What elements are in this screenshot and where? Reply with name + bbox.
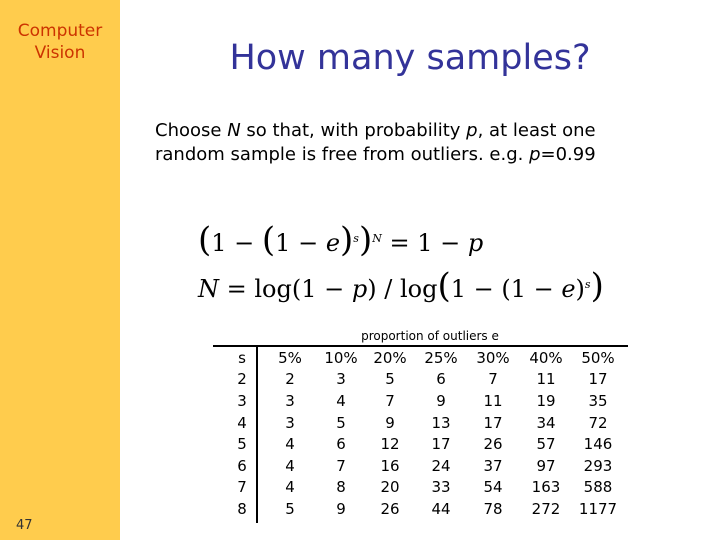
table-cell: 34	[536, 413, 556, 432]
table-cell: 26	[483, 435, 503, 454]
table-cell: 20	[380, 478, 400, 497]
formula-eq2: $N = \log(1 - p) / \log(1 - (1 - e)^s)$	[198, 266, 604, 306]
table-cell: 3	[285, 391, 295, 410]
course-title-line1: Computer	[17, 21, 103, 41]
table-cell: 2	[285, 370, 295, 389]
table-cell: 3	[285, 413, 295, 432]
table-cell: 5	[385, 370, 395, 389]
table-caption: proportion of outliers e	[361, 329, 499, 343]
header-cell: 25%	[424, 348, 458, 367]
body-text	[155, 119, 675, 167]
table-cell: 4	[285, 478, 295, 497]
table-cell: 78	[483, 499, 503, 518]
formula-block	[198, 220, 604, 306]
header-cell: 40%	[529, 348, 563, 367]
table-cell: 24	[431, 456, 451, 475]
table-cell: 35	[588, 391, 608, 410]
table-cell: 6	[336, 435, 346, 454]
samples-table	[222, 347, 624, 520]
table-cell: 7	[385, 391, 395, 410]
table-cell: 146	[583, 435, 613, 454]
table-cell: 33	[431, 478, 451, 497]
table-cell: 17	[588, 370, 608, 389]
table-cell: 17	[431, 435, 451, 454]
table-cell: 16	[380, 456, 400, 475]
header-cell: 30%	[476, 348, 510, 367]
table-cell: 7	[237, 478, 247, 497]
table-row	[222, 412, 624, 434]
formula-eq1: $(1 - (1 - e)^s)^N = 1 - p$	[198, 220, 484, 260]
table-row	[222, 390, 624, 412]
table-cell: 4	[285, 435, 295, 454]
table-cell: 6	[237, 456, 247, 475]
table-row	[222, 477, 624, 499]
table-cell: 4	[237, 413, 247, 432]
table-cell: 4	[285, 456, 295, 475]
table-cell: 6	[436, 370, 446, 389]
table-cell: 3	[336, 370, 346, 389]
table-cell: 293	[583, 456, 613, 475]
table-cell: 8	[237, 499, 247, 518]
table-cell: 11	[483, 391, 503, 410]
table-cell: 44	[431, 499, 451, 518]
table-cell: 13	[431, 413, 451, 432]
table-cell: 9	[385, 413, 395, 432]
table-cell: 57	[536, 435, 556, 454]
table-cell: 7	[336, 456, 346, 475]
table-cell: 9	[336, 499, 346, 518]
table-cell: 54	[483, 478, 503, 497]
table-cell: 4	[336, 391, 346, 410]
body-line1-mid: so that, with probability	[240, 120, 467, 141]
table-cell: 17	[483, 413, 503, 432]
table-cell: 5	[237, 435, 247, 454]
table-row	[222, 498, 624, 520]
body-line1-pre: Choose	[155, 120, 228, 141]
table-cell: 11	[536, 370, 556, 389]
table-cell: 7	[488, 370, 498, 389]
body-var-p2: p	[529, 144, 541, 165]
table-cell: 37	[483, 456, 503, 475]
table-cell: 97	[536, 456, 556, 475]
slide-title: How many samples?	[229, 38, 591, 78]
table-cell: 19	[536, 391, 556, 410]
table-cell: 9	[436, 391, 446, 410]
body-var-p: p	[466, 120, 478, 141]
table-cell: 272	[531, 499, 561, 518]
table-cell: 26	[380, 499, 400, 518]
table-cell: 5	[285, 499, 295, 518]
header-cell: 20%	[373, 348, 407, 367]
table-cell: 12	[380, 435, 400, 454]
table-cell: 2	[237, 370, 247, 389]
body-line2-pre: random sample is free from outliers. e.g.	[155, 144, 530, 165]
page-number: 47	[16, 518, 33, 533]
course-title	[0, 20, 120, 64]
body-line2-post: =0.99	[540, 144, 596, 165]
header-cell: 5%	[278, 348, 302, 367]
table-row	[222, 455, 624, 477]
table-row	[222, 433, 624, 455]
body-line1-post: , at least one	[477, 120, 596, 141]
table-row	[222, 369, 624, 391]
table-cell: 5	[336, 413, 346, 432]
sidebar	[0, 0, 120, 540]
table-cell: 3	[237, 391, 247, 410]
table-cell: 72	[588, 413, 608, 432]
body-var-n: N	[227, 120, 241, 141]
table-cell: 163	[531, 478, 561, 497]
table-cell: 8	[336, 478, 346, 497]
header-cell: s	[238, 348, 246, 367]
header-cell: 50%	[581, 348, 615, 367]
header-cell: 10%	[324, 348, 358, 367]
table-cell: 1177	[578, 499, 618, 518]
table-cell: 588	[583, 478, 613, 497]
course-title-line2: Vision	[34, 43, 86, 63]
table-header-row	[222, 347, 624, 369]
